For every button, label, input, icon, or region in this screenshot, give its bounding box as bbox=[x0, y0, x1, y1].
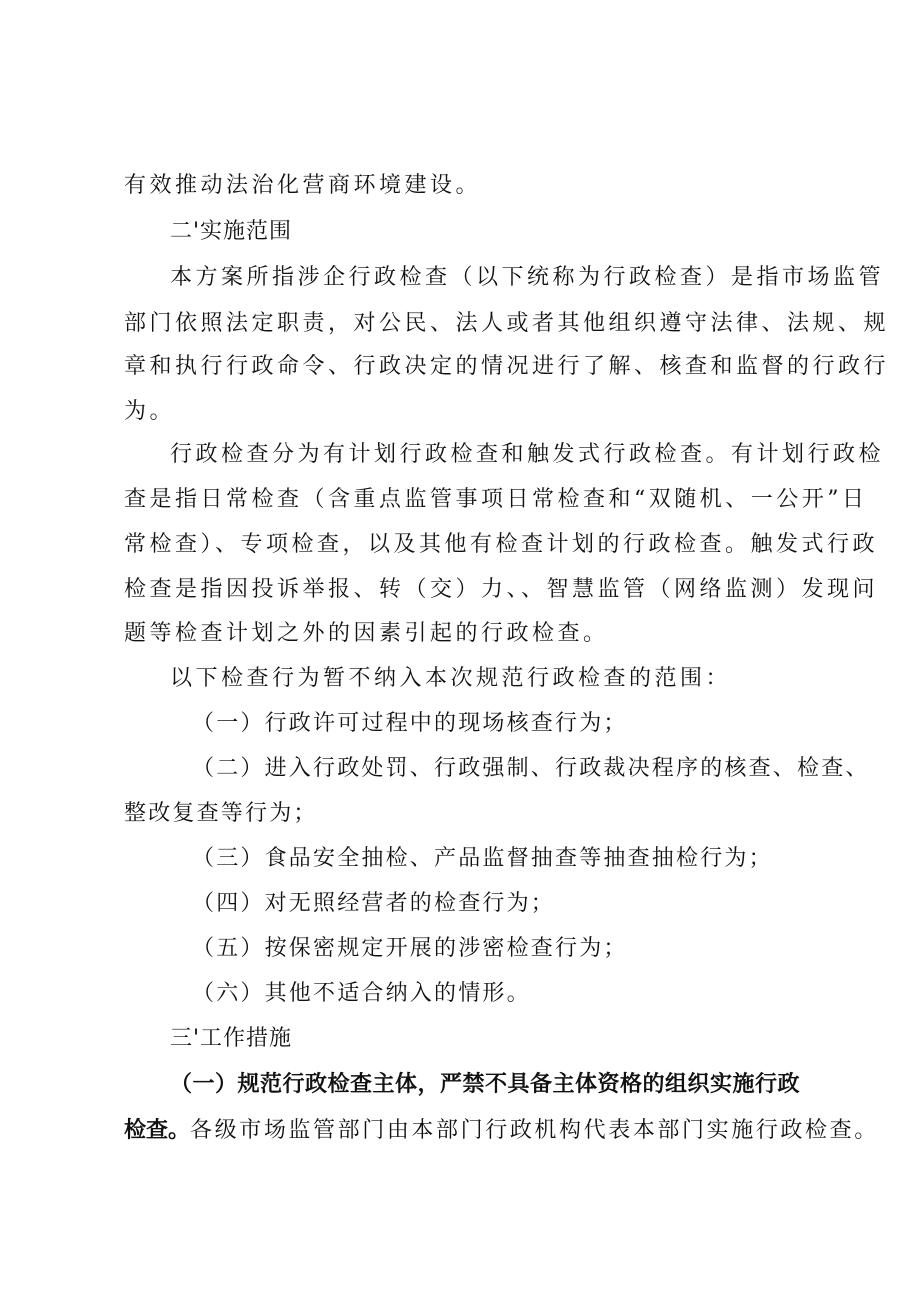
paragraph-line: 有效推动法治化营商环境建设。 bbox=[124, 173, 482, 198]
bold-lead-text: 检查。 bbox=[124, 1118, 191, 1143]
bold-subheading: （一）规范行政检查主体，严禁不具备主体资格的组织实施行政 bbox=[170, 1072, 801, 1097]
paragraph-line: 部门依照法定职责，对公民、法人或者其他组织遵守法律、法规、规 bbox=[124, 311, 890, 336]
section-heading-scope: 二'实施范围 bbox=[170, 219, 293, 244]
section-heading-measures: 三'工作措施 bbox=[170, 1026, 293, 1051]
paragraph-line: 行政检查分为有计划行政检查和触发式行政检查。有计划行政检 bbox=[170, 442, 885, 467]
paragraph-line: 以下检查行为暂不纳入本次规范行政检查的范围： bbox=[170, 666, 732, 691]
list-item: （三）食品安全抽检、产品监督抽查等抽查抽检行为； bbox=[192, 846, 773, 871]
paragraph-line: 常检查）、专项检查，以及其他有检查计划的行政检查。触发式行政 bbox=[124, 532, 879, 557]
paragraph-line: 查是指日常检查（含重点监管事项日常检查和“双随机、一公开”日 bbox=[124, 487, 868, 512]
paragraph-line bbox=[124, 1116, 879, 1146]
list-item: （五）按保密规定开展的涉密检查行为； bbox=[192, 936, 628, 961]
paragraph-line: 检查是指因投诉举报、转（交）力、、智慧监管（网络监测）发现问 bbox=[124, 577, 879, 602]
paragraph-line: 本方案所指涉企行政检查（以下统称为行政检查）是指市场监管 bbox=[170, 265, 885, 290]
list-item: （六）其他不适合纳入的情形。 bbox=[192, 981, 531, 1006]
list-item: （一）行政许可过程中的现场核查行为； bbox=[192, 711, 628, 736]
list-item: （二）进入行政处罚、行政强制、行政裁决程序的核查、检查、 bbox=[192, 756, 870, 781]
paragraph-line: 章和执行行政命令、行政决定的情况进行了解、核查和监督的行政行 bbox=[124, 354, 890, 379]
list-item-continuation: 整改复查等行为； bbox=[124, 801, 318, 826]
paragraph-line: 题等检查计划之外的因素引起的行政检查。 bbox=[124, 621, 609, 646]
list-item: （四）对无照经营者的检查行为； bbox=[192, 891, 556, 916]
paragraph-text: 各级市场监管部门由本部门行政机构代表本部门实施行政检查。 bbox=[190, 1118, 879, 1143]
paragraph-line: 为。 bbox=[124, 399, 176, 424]
